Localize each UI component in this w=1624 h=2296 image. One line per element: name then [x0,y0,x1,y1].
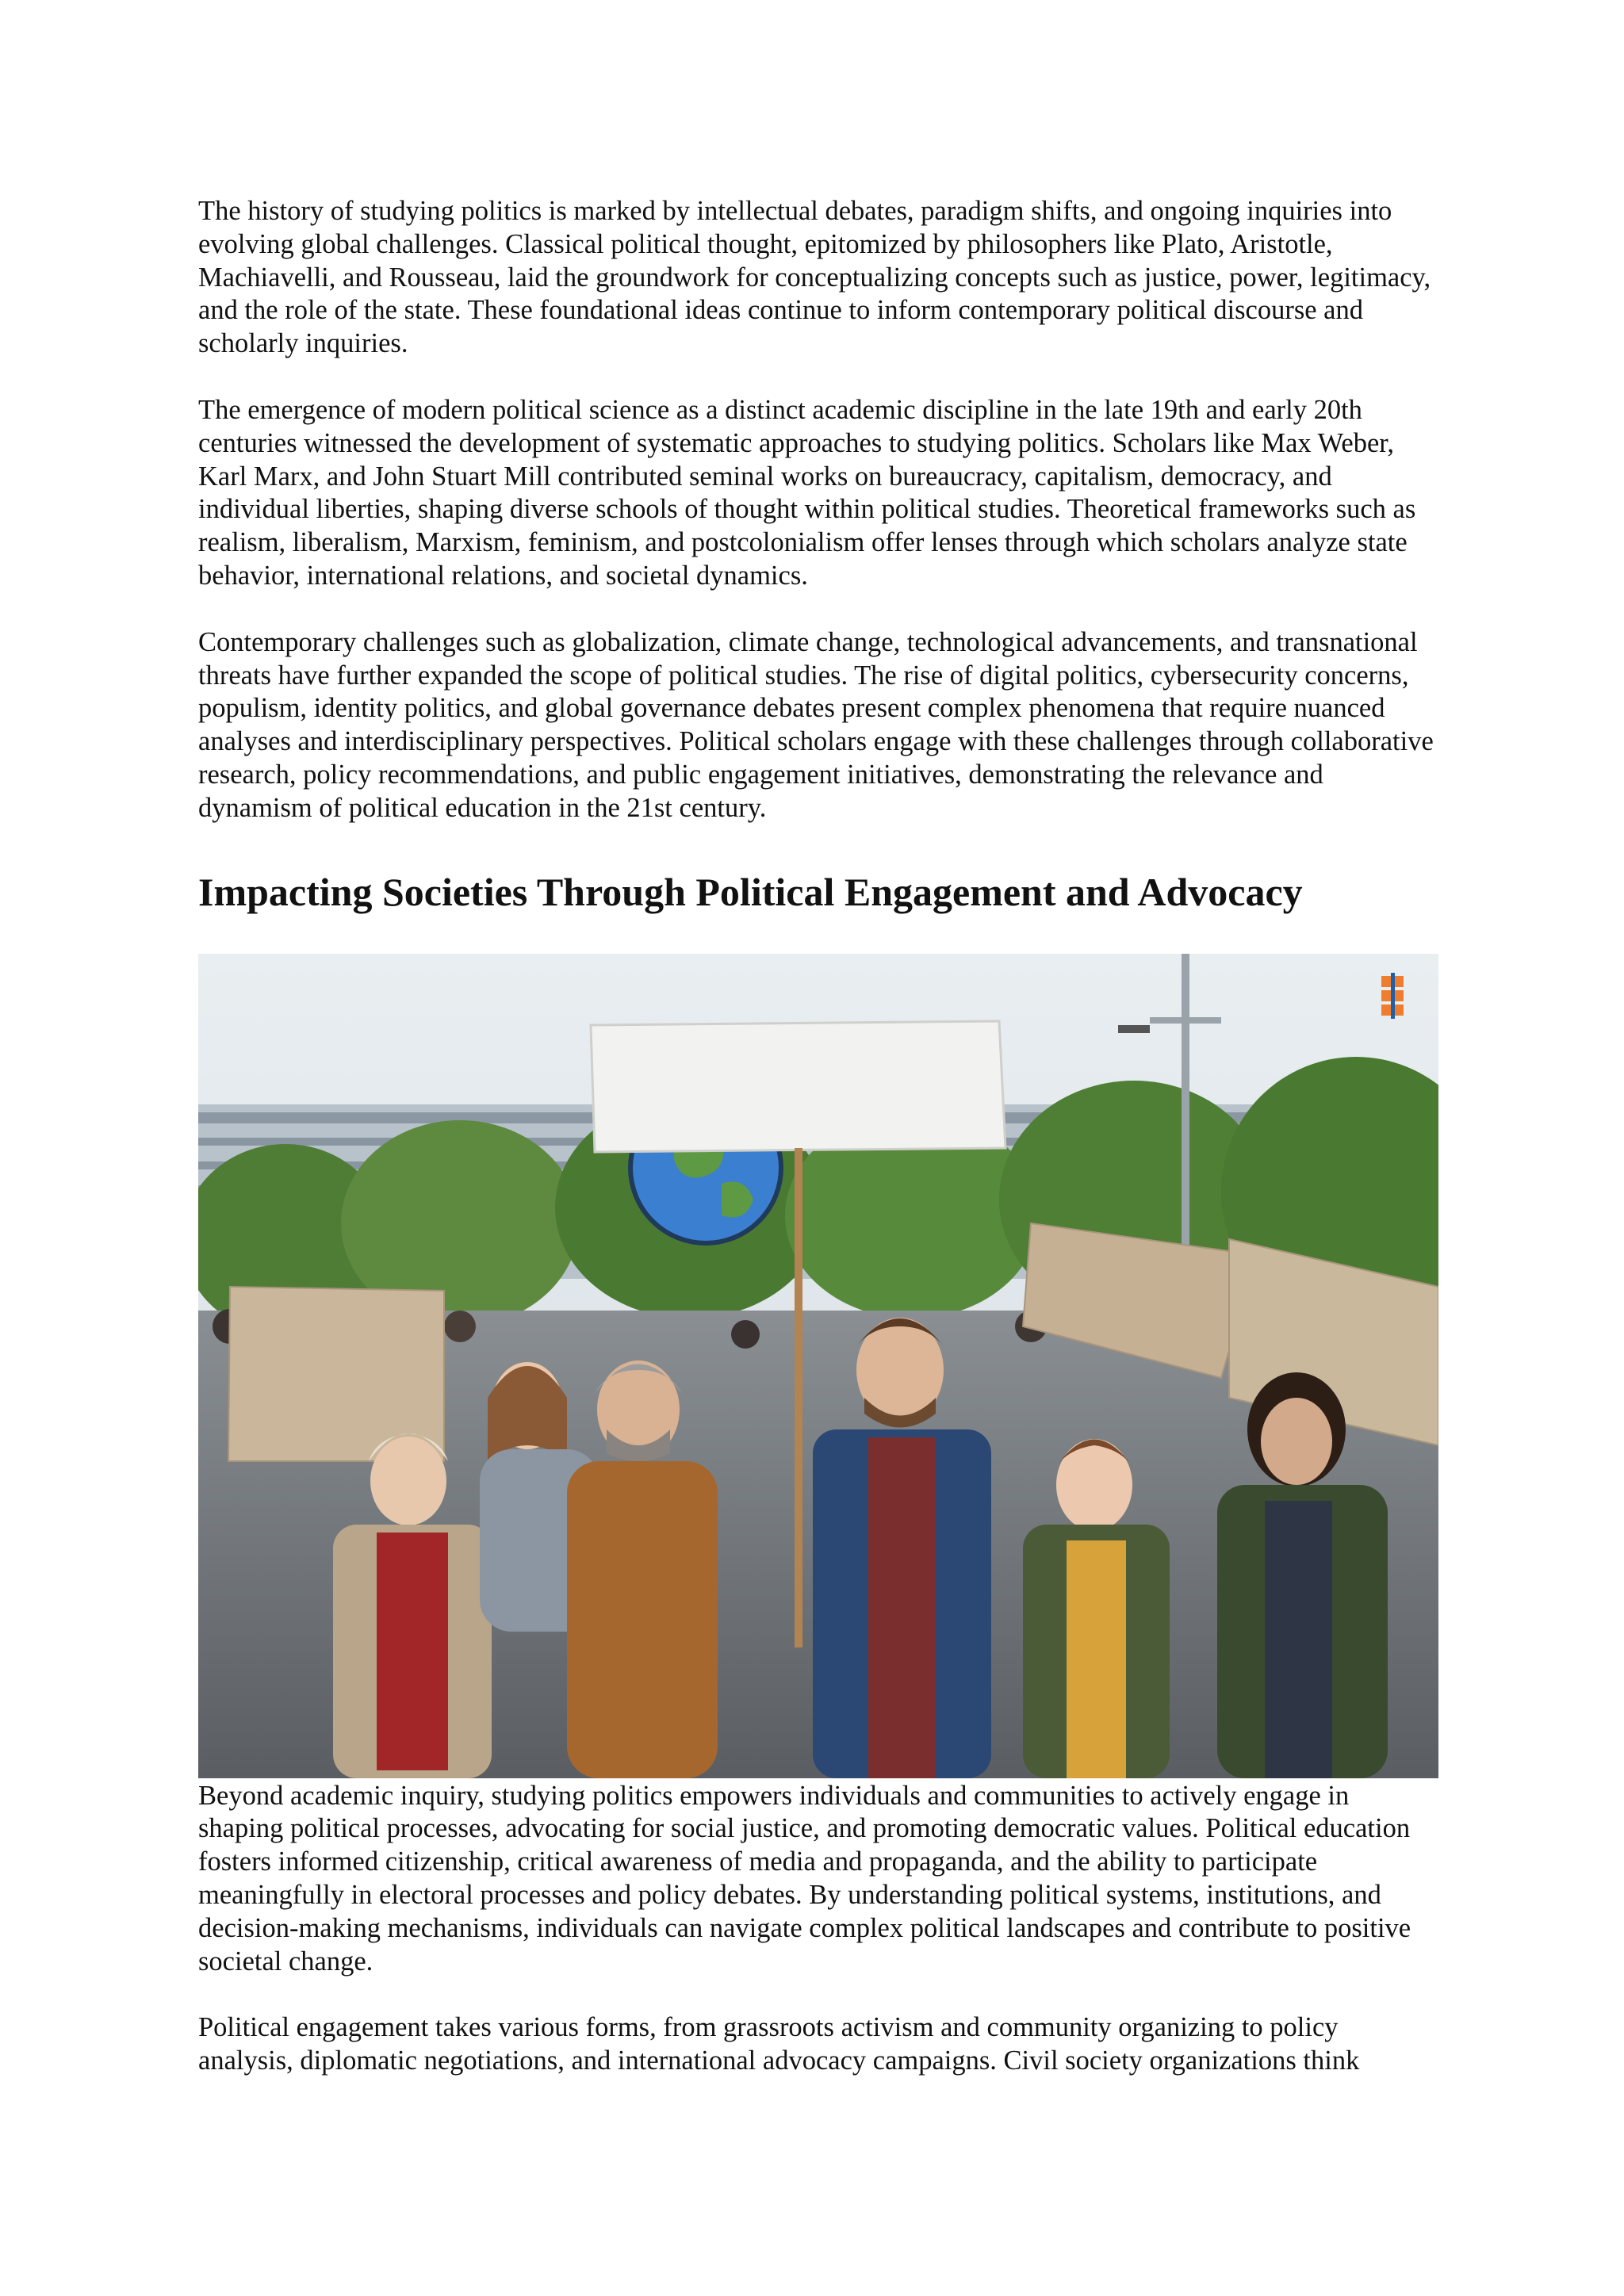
paragraph-political-engagement: Political engagement takes various forms, from grassroots activism and community organizing to policy analysis, diplomatic negotiations, and international advocacy campaigns. Civil society organizations think [198,2012,1360,2076]
cardboard-sign-left [228,1287,444,1461]
document-page [198,195,1435,2078]
paragraph-beyond-academic: Beyond academic inquiry, studying politics empowers individuals and communities to actively engage in shaping political processes, advocating for social justice, and promoting democratic values. Political education fosters informed citizenship, critical awareness of media and propaganda, and the ability to participate meaningfully in electoral processes and policy debates. By understanding political systems, institutions, and decision-making mechanisms, individuals can navigate complex political landscapes and contribute to positive societal change. [198,1780,1411,1976]
paragraph-contemporary-challenges: Contemporary challenges such as globalization, climate change, technological advancements, and transnational threats have further expanded the scope of political studies. The rise of digital politics, cybersecurity concerns, populism, identity politics, and global governance debates present complex phenomena that require nuanced analyses and interdisciplinary perspectives. Political scholars engage with these challenges through collaborative research, policy recommendations, and public engagement initiatives, demonstrating the relevance and dynamism of political education in the 21st century. [198,626,1434,823]
section-heading: Impacting Societies Through Political Engagement and Advocacy [198,869,1303,914]
brand-logo [1381,973,1404,1019]
protest-photo [198,954,1438,1778]
protest-photo-illustration [198,954,1438,1778]
paragraph-modern-political-science: The emergence of modern political science as a distinct academic discipline in the late 19th and early 20th centuries witnessed the development of systematic approaches to studying politics. Scholars like Max Weber, Karl Marx, and John Stuart Mill contributed seminal works on bureaucracy, capitalism, democracy, and individual liberties, shaping diverse schools of thought within political studies. Theoretical frameworks such as realism, liberalism, Marxism, feminism, and postcolonialism offer lenses through which scholars analyze state behavior, international relations, and societal dynamics. [198,394,1416,591]
paragraph-history: The history of studying politics is marked by intellectual debates, paradigm shifts, and ongoing inquiries into evolving global challenges. Classical political thought, epitomized by philosophers like Plato, Aristotle, Machiavelli, and Rousseau, laid the groundwork for conceptualizing concepts such as justice, power, legitimacy, and the role of the state. These foundational ideas continue to inform contemporary political discourse and scholarly inquiries. [198,196,1431,359]
